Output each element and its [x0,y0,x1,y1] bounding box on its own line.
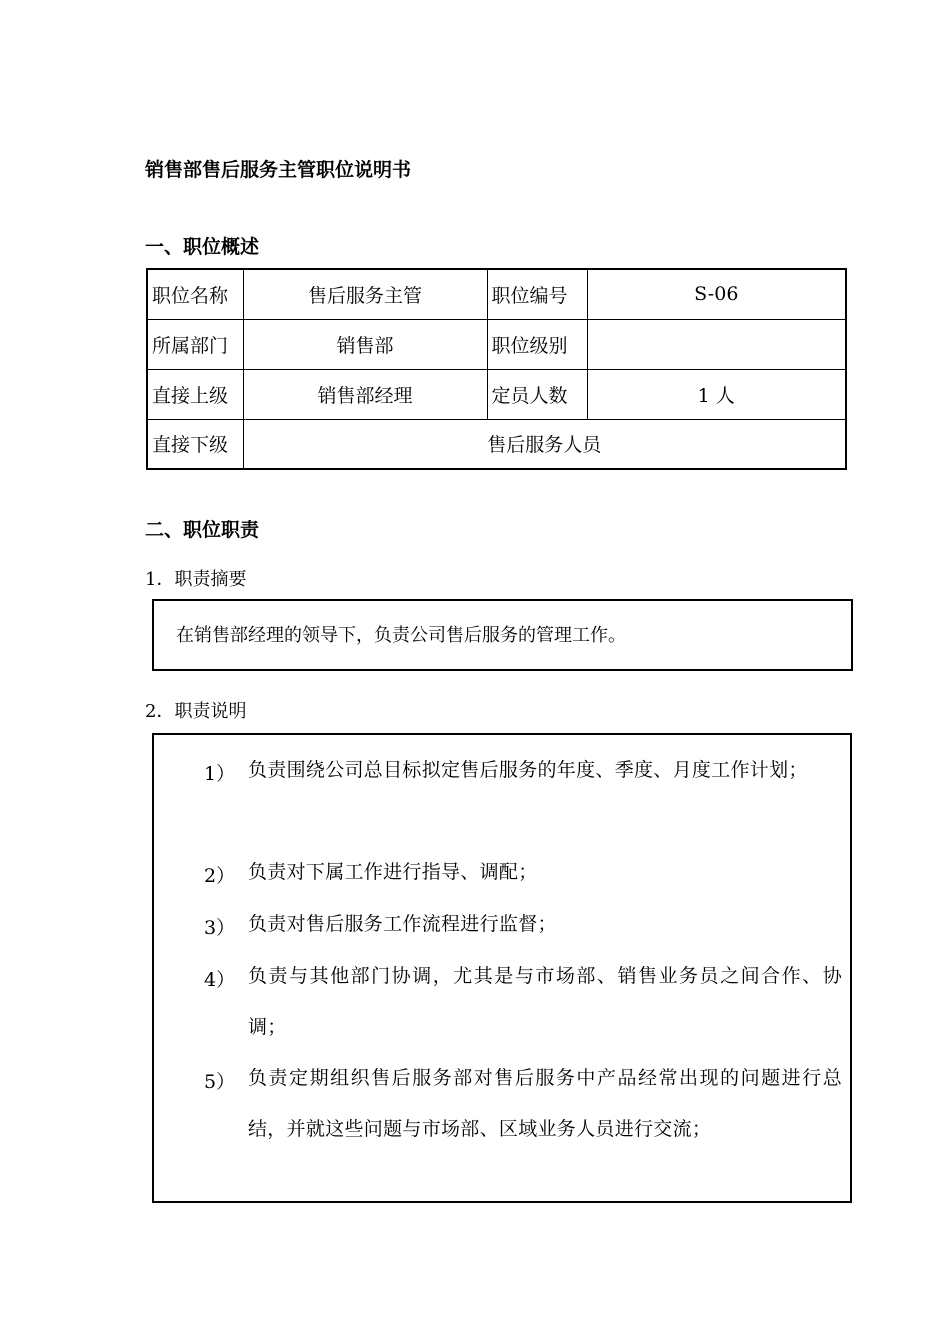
value-position-code: S-06 [587,269,846,319]
label-department: 所属部门 [147,319,243,369]
duty-summary-heading: 1．职责摘要 [145,569,247,590]
label-direct-subordinate: 直接下级 [147,419,243,469]
duty-details-heading: 2．职责说明 [145,701,247,722]
duty-number: 1） [204,763,236,785]
duty-number: 3） [204,917,236,939]
value-position-level [587,319,846,369]
label-position-name: 职位名称 [147,269,243,319]
document-title: 销售部售后服务主管职位说明书 [145,159,412,181]
value-position-name: 售后服务主管 [243,269,487,319]
duty-summary-text: 在销售部经理的领导下，负责公司售后服务的管理工作。 [176,625,626,646]
duty-details-box [152,733,852,1203]
label-position-level: 职位级别 [487,319,587,369]
table-row [147,269,846,319]
duty-text: 负责围绕公司总目标拟定售后服务的年度、季度、月度工作计划； [248,759,808,781]
duty-number: 2） [204,865,236,887]
duty-text: 负责与其他部门协调，尤其是与市场部、销售业务员之间合作、协调； [248,965,842,1038]
duty-text: 负责对下属工作进行指导、调配； [248,861,538,883]
label-headcount: 定员人数 [487,369,587,419]
duty-text: 负责对售后服务工作流程进行监督； [248,913,557,935]
value-direct-subordinate: 售后服务人员 [243,419,846,469]
section-overview-heading: 一、职位概述 [145,236,260,258]
duty-number: 4） [204,969,236,991]
overview-table [146,268,847,470]
duty-number: 5） [204,1071,236,1093]
table-row [147,369,846,419]
table-row [147,319,846,369]
duty-summary-box [152,599,853,671]
duty-text: 负责定期组织售后服务部对售后服务中产品经常出现的问题进行总结，并就这些问题与市场部、区域业务人员进行交流； [248,1067,842,1140]
label-direct-superior: 直接上级 [147,369,243,419]
table-row [147,419,846,469]
label-position-code: 职位编号 [487,269,587,319]
value-department: 销售部 [243,319,487,369]
value-headcount: 1 人 [587,369,846,419]
section-duties-heading: 二、职位职责 [145,519,260,541]
value-direct-superior: 销售部经理 [243,369,487,419]
